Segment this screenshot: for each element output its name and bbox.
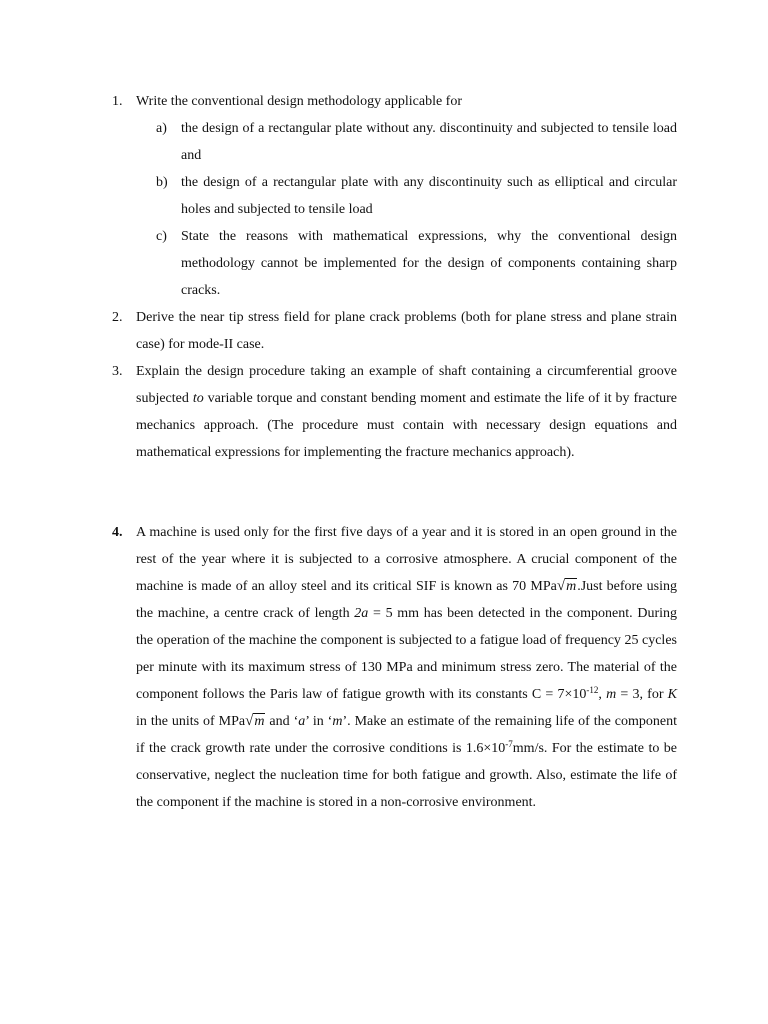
- question-text: [136, 358, 677, 466]
- text-part: A machine is used only for the first five days of a year and it is stored in an open ground in the rest of the year where it is subjected to a corrosive atmosphere. A crucial component of the machine is made of an alloy steel and its critical SIF is known as 70 MPa: [136, 525, 677, 594]
- variable-2a: 2a: [354, 606, 369, 621]
- question-1-sub-a: [156, 115, 677, 169]
- question-number: 4.: [112, 525, 123, 540]
- exponent: -7: [505, 739, 513, 749]
- text-part: ’. Make an estimate of the remaining life of the component if the crack growth rate under the corrosive conditions is 1.6×10: [136, 714, 677, 756]
- question-3: [112, 358, 677, 466]
- text-part: in the units of MPa: [136, 714, 246, 729]
- unit-m: m: [332, 714, 343, 729]
- question-1-sub-c: [156, 223, 677, 304]
- text-part: ’ in ‘: [305, 714, 333, 729]
- question-1: [112, 88, 677, 115]
- question-number: 1.: [112, 94, 123, 109]
- question-text-part: variable torque and constant bending moment and estimate the life of it by fracture mechanics approach. (The procedure must contain with necessary design equations and mathematical expressions for implementing the fracture mechanics approach).: [136, 391, 677, 460]
- text-part: mm/s. For the estimate to be conservative, neglect the nucleation time for both fatigue and growth. Also, estimate the life of the component if the machine is stored in a non-corrosive environment.: [136, 741, 677, 810]
- sub-text: the design of a rectangular plate with any discontinuity such as elliptical and circular holes and subjected to tensile load: [181, 175, 677, 217]
- sub-text: State the reasons with mathematical expressions, why the conventional design methodology cannot be implemented for the design of components containing sharp cracks.: [181, 229, 677, 298]
- sub-label: b): [156, 175, 168, 190]
- text-part: = 3, for: [616, 687, 668, 702]
- text-part: .Just before using the machine, a centre crack of length: [136, 579, 677, 621]
- question-2: [112, 304, 677, 358]
- exponent: -12: [586, 685, 599, 695]
- sqrt-content: m: [254, 714, 265, 729]
- question-number: 2.: [112, 310, 123, 325]
- question-number: 3.: [112, 364, 123, 379]
- sqrt-symbol: √: [556, 578, 566, 594]
- sqrt-symbol: √: [245, 713, 254, 729]
- variable-k: K: [667, 687, 677, 702]
- sub-label: c): [156, 229, 167, 244]
- question-text: Write the conventional design methodology applicable for: [136, 94, 463, 109]
- question-4: [112, 519, 677, 816]
- question-text-italic: to: [192, 391, 204, 406]
- question-text-part: Explain the design procedure taking an example of shaft containing a circumferential groove subjected: [136, 364, 677, 406]
- question-text: Derive the near tip stress field for plane crack problems (both for plane stress and plane strain case) for mode-II case.: [136, 310, 677, 352]
- text-part: = 5 mm has been detected in the component. During the operation of the machine the component is subjected to a fatigue load of frequency 25 cycles per minute with its maximum stress of 130 MPa and minimum stress zero. The material of the component follows the Paris law of fatigue growth with its constants C = 7×10: [136, 606, 678, 702]
- variable-a: a: [298, 714, 306, 729]
- text-part: and ‘: [265, 714, 299, 729]
- question-text: [136, 519, 677, 816]
- sub-text: the design of a rectangular plate without any. discontinuity and subjected to tensile load and: [181, 121, 677, 163]
- variable-m: m: [606, 687, 617, 702]
- question-1-sub-b: [156, 169, 677, 223]
- sqrt-content: m: [566, 579, 577, 594]
- text-part: ,: [598, 687, 607, 702]
- sub-label: a): [156, 121, 167, 136]
